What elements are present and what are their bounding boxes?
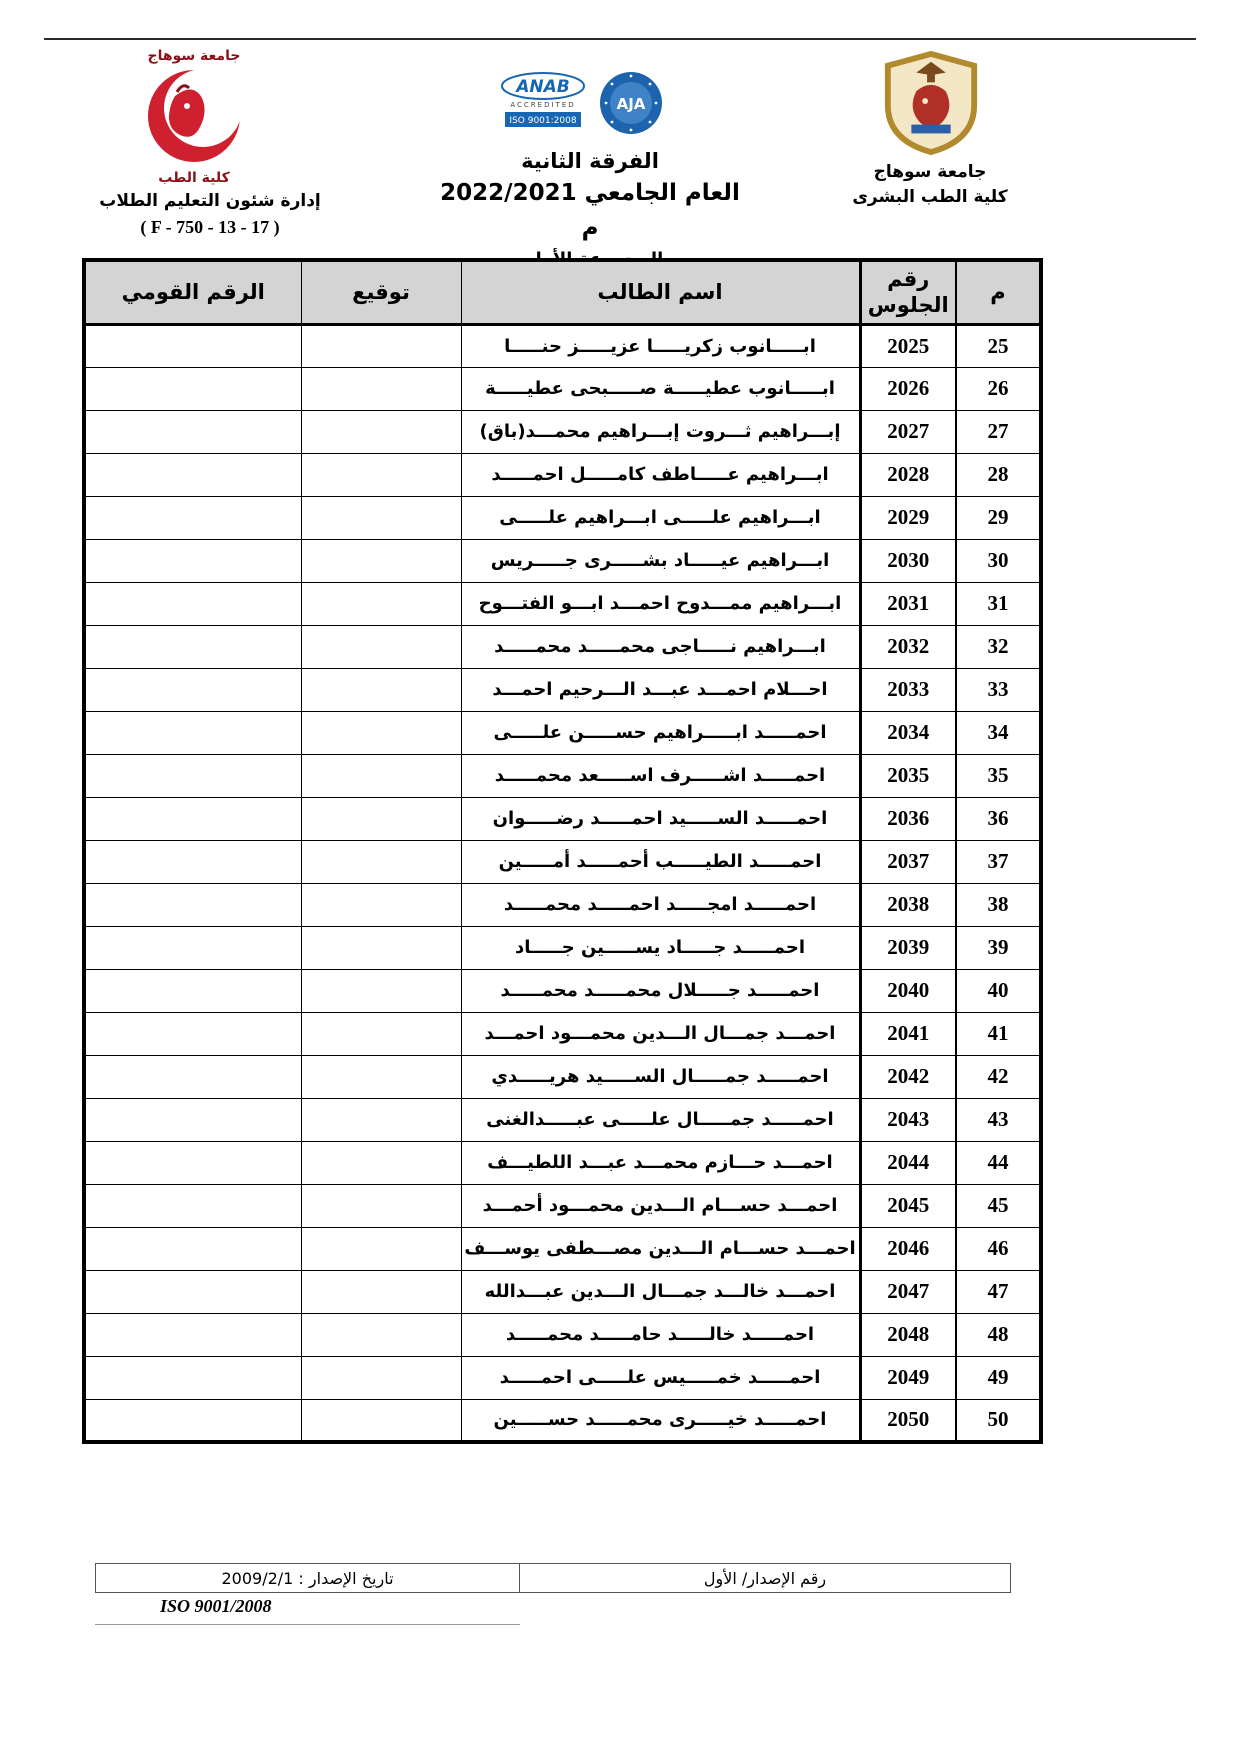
table-row <box>84 1399 1041 1442</box>
signature-cell <box>301 1313 461 1356</box>
serial-cell: 37 <box>956 840 1041 883</box>
aja-logo-icon <box>598 70 664 136</box>
student-name-cell: ابـــــانوب زكريـــــا عزيـــــز حنـــــا <box>461 324 860 367</box>
grade-title: الفرقة الثانية <box>521 149 659 173</box>
signature-cell <box>301 1012 461 1055</box>
serial-cell: 27 <box>956 410 1041 453</box>
table-row <box>84 1098 1041 1141</box>
signature-cell <box>301 1399 461 1442</box>
logo-top-text: جامعة سوهاج <box>147 48 241 64</box>
issue-number-text: رقم الإصدار/ الأول <box>703 1568 827 1588</box>
signature-cell <box>301 926 461 969</box>
anab-subtitle: ACCREDITED <box>510 101 576 109</box>
iso-label: ISO 9001/2008 <box>160 1596 272 1616</box>
university-name: جامعة سوهاج <box>873 162 987 182</box>
national-id-cell <box>84 1227 301 1270</box>
serial-cell: 33 <box>956 668 1041 711</box>
anab-iso-text: ISO 9001:2008 <box>509 116 577 126</box>
signature-cell <box>301 1141 461 1184</box>
signature-cell <box>301 969 461 1012</box>
student-name-cell: احمـــد حـــازم محمـــد عبـــد اللطيـــف <box>461 1141 860 1184</box>
serial-cell: 26 <box>956 367 1041 410</box>
serial-cell: 25 <box>956 324 1041 367</box>
student-name-cell: احمـــــد اشـــــرف اســـــعد محمـــــد <box>461 754 860 797</box>
student-name-cell: احمـــــد الســـــيد احمـــــد رضـــــوان <box>461 797 860 840</box>
table-row <box>84 324 1041 367</box>
signature-cell <box>301 1098 461 1141</box>
issue-date-text: تاريخ الإصدار : 2009/2/1 <box>221 1568 394 1588</box>
student-name-cell: ابـــراهيم عيـــــاد بشـــــرى جـــــريس <box>461 539 860 582</box>
table-row <box>84 1184 1041 1227</box>
seat-number-cell: 2042 <box>860 1055 956 1098</box>
seat-number-cell: 2034 <box>860 711 956 754</box>
national-id-cell <box>84 453 301 496</box>
seat-number-cell: 2048 <box>860 1313 956 1356</box>
student-name-cell: احمـــــد خالـــــد حامـــــد محمـــــد <box>461 1313 860 1356</box>
table-row <box>84 1141 1041 1184</box>
student-roster-table <box>82 258 1043 1444</box>
sohag-university-emblem-icon <box>872 50 990 156</box>
signature-cell <box>301 1270 461 1313</box>
seat-number-cell: 2030 <box>860 539 956 582</box>
national-id-cell <box>84 969 301 1012</box>
seat-number-cell: 2044 <box>860 1141 956 1184</box>
aja-title: AJA <box>616 95 646 113</box>
student-name-cell: احمـــد حســـام الـــدين محمـــود أحمـــد <box>461 1184 860 1227</box>
table-row <box>84 625 1041 668</box>
national-id-cell <box>84 1313 301 1356</box>
signature-cell <box>301 582 461 625</box>
seat-number-cell: 2038 <box>860 883 956 926</box>
header-seat-line1: رقم <box>887 267 930 292</box>
national-id-cell <box>84 840 301 883</box>
signature-cell <box>301 410 461 453</box>
seat-number-cell: 2027 <box>860 410 956 453</box>
national-id-cell <box>84 668 301 711</box>
signature-cell <box>301 453 461 496</box>
serial-cell: 41 <box>956 1012 1041 1055</box>
table-row <box>84 883 1041 926</box>
table-row <box>84 969 1041 1012</box>
student-name-cell: احمـــــد خيـــــرى محمـــــد حســـــين <box>461 1399 860 1442</box>
serial-cell: 38 <box>956 883 1041 926</box>
table-row <box>84 496 1041 539</box>
seat-number-cell: 2047 <box>860 1270 956 1313</box>
seat-number-cell: 2031 <box>860 582 956 625</box>
table-row <box>84 1270 1041 1313</box>
issue-number-box <box>519 1563 1011 1593</box>
national-id-cell <box>84 625 301 668</box>
signature-cell <box>301 496 461 539</box>
sohag-medicine-college-logo-icon <box>103 44 285 188</box>
signature-cell <box>301 668 461 711</box>
serial-cell: 30 <box>956 539 1041 582</box>
signature-cell <box>301 367 461 410</box>
seat-number-cell: 2035 <box>860 754 956 797</box>
national-id-cell <box>84 754 301 797</box>
serial-cell: 48 <box>956 1313 1041 1356</box>
form-code: ( F - 750 - 13 - 17 ) <box>140 217 280 237</box>
serial-cell: 29 <box>956 496 1041 539</box>
seat-number-cell: 2039 <box>860 926 956 969</box>
seat-number-cell: 2033 <box>860 668 956 711</box>
national-id-cell <box>84 1055 301 1098</box>
student-name-cell: احمـــد حســـام الـــدين مصـــطفى يوســـف <box>461 1227 860 1270</box>
national-id-cell <box>84 582 301 625</box>
header-student-name: اسم الطالب <box>461 260 860 324</box>
signature-cell <box>301 797 461 840</box>
table-row <box>84 797 1041 840</box>
national-id-cell <box>84 410 301 453</box>
seat-number-cell: 2029 <box>860 496 956 539</box>
table-row <box>84 1012 1041 1055</box>
signature-cell <box>301 625 461 668</box>
student-name-cell: احمـــد جمـــال الـــدين محمـــود احمـــد <box>461 1012 860 1055</box>
national-id-cell <box>84 926 301 969</box>
serial-cell: 39 <box>956 926 1041 969</box>
table-row <box>84 1055 1041 1098</box>
student-name-cell: احمـــــد جمـــــال الســـــيد هريـــــدي <box>461 1055 860 1098</box>
table-row <box>84 754 1041 797</box>
student-name-cell: احمـــــد الطيـــــب أحمـــــد أمـــــين <box>461 840 860 883</box>
table-row <box>84 1356 1041 1399</box>
national-id-cell <box>84 711 301 754</box>
student-name-cell: احمـــــد جـــــاد يســـــين جـــــاد <box>461 926 860 969</box>
signature-cell <box>301 1184 461 1227</box>
national-id-cell <box>84 797 301 840</box>
title-block <box>438 146 742 274</box>
table-row <box>84 1227 1041 1270</box>
national-id-cell <box>84 1141 301 1184</box>
department-block <box>88 188 332 240</box>
serial-cell: 43 <box>956 1098 1041 1141</box>
student-name-cell: احمـــد خالـــد جمـــال الـــدين عبـــدالله <box>461 1270 860 1313</box>
student-table-body <box>84 324 1041 1442</box>
student-name-cell: احمـــــد جـــــلال محمـــــد محمـــــد <box>461 969 860 1012</box>
national-id-cell <box>84 1098 301 1141</box>
student-name-cell: احمـــــد امجـــــد احمـــــد محمـــــد <box>461 883 860 926</box>
signature-cell <box>301 1055 461 1098</box>
seat-number-cell: 2032 <box>860 625 956 668</box>
header-serial: م <box>956 260 1041 324</box>
signature-cell <box>301 883 461 926</box>
anab-title: ANAB <box>516 77 570 97</box>
student-name-cell: احمـــــد ابـــــراهيم حســـــن علـــــى <box>461 711 860 754</box>
table-row <box>84 668 1041 711</box>
college-name: كلية الطب البشرى <box>852 187 1008 207</box>
top-rule <box>44 38 1196 40</box>
student-name-cell: احمـــــد جمـــــال علـــــى عبـــــدالغنى <box>461 1098 860 1141</box>
student-name-cell: ابـــراهيم عـــــاطف كامـــــل احمـــــد <box>461 453 860 496</box>
signature-cell <box>301 840 461 883</box>
seat-number-cell: 2045 <box>860 1184 956 1227</box>
serial-cell: 31 <box>956 582 1041 625</box>
student-name-cell: ابـــراهيم ممـــدوح احمـــد ابـــو الفتـــوح <box>461 582 860 625</box>
serial-cell: 35 <box>956 754 1041 797</box>
certification-logos <box>497 70 664 136</box>
logo-bottom-text: كلية الطب <box>158 170 230 186</box>
serial-cell: 34 <box>956 711 1041 754</box>
seat-number-cell: 2025 <box>860 324 956 367</box>
academic-year-title: العام الجامعي 2022/2021 م <box>440 180 740 241</box>
seat-number-cell: 2041 <box>860 1012 956 1055</box>
national-id-cell <box>84 539 301 582</box>
seat-number-cell: 2036 <box>860 797 956 840</box>
serial-cell: 44 <box>956 1141 1041 1184</box>
table-row <box>84 840 1041 883</box>
department-name: إدارة شئون التعليم الطلاب <box>99 191 321 211</box>
table-row <box>84 367 1041 410</box>
seat-number-cell: 2026 <box>860 367 956 410</box>
national-id-cell <box>84 1012 301 1055</box>
national-id-cell <box>84 324 301 367</box>
header-national-id: الرقم القومي <box>84 260 301 324</box>
footer-rule <box>95 1624 520 1625</box>
seat-number-cell: 2040 <box>860 969 956 1012</box>
seat-number-cell: 2037 <box>860 840 956 883</box>
national-id-cell <box>84 1270 301 1313</box>
national-id-cell <box>84 496 301 539</box>
serial-cell: 42 <box>956 1055 1041 1098</box>
seat-number-cell: 2049 <box>860 1356 956 1399</box>
student-name-cell: إبـــراهيم ثـــروت إبـــراهيم محمـــد(باق) <box>461 410 860 453</box>
national-id-cell <box>84 883 301 926</box>
student-name-cell: احـــلام احمـــد عبـــد الـــرحيم احمـــد <box>461 668 860 711</box>
signature-cell <box>301 324 461 367</box>
anab-logo-icon <box>497 70 589 136</box>
serial-cell: 32 <box>956 625 1041 668</box>
seat-number-cell: 2046 <box>860 1227 956 1270</box>
signature-cell <box>301 1227 461 1270</box>
signature-cell <box>301 539 461 582</box>
header-seat-number <box>860 260 956 324</box>
serial-cell: 46 <box>956 1227 1041 1270</box>
serial-cell: 50 <box>956 1399 1041 1442</box>
seat-number-cell: 2043 <box>860 1098 956 1141</box>
serial-cell: 45 <box>956 1184 1041 1227</box>
national-id-cell <box>84 1184 301 1227</box>
signature-cell <box>301 711 461 754</box>
table-row <box>84 926 1041 969</box>
table-row <box>84 453 1041 496</box>
serial-cell: 49 <box>956 1356 1041 1399</box>
header-seat-line2: الجلوس <box>867 293 949 318</box>
signature-cell <box>301 1356 461 1399</box>
table-row <box>84 711 1041 754</box>
signature-cell <box>301 754 461 797</box>
national-id-cell <box>84 1399 301 1442</box>
serial-cell: 36 <box>956 797 1041 840</box>
student-name-cell: ابـــراهيم نـــــاجى محمـــــد محمـــــد <box>461 625 860 668</box>
student-name-cell: احمـــــد خمـــــيس علـــــى احمـــــد <box>461 1356 860 1399</box>
national-id-cell <box>84 367 301 410</box>
student-name-cell: ابـــــانوب عطيـــــة صـــــبحى عطيـــــة <box>461 367 860 410</box>
seat-number-cell: 2050 <box>860 1399 956 1442</box>
seat-number-cell: 2028 <box>860 453 956 496</box>
issue-date-box <box>95 1563 520 1593</box>
table-row <box>84 539 1041 582</box>
table-row <box>84 582 1041 625</box>
header-signature: توقيع <box>301 260 461 324</box>
table-header-row <box>84 260 1041 324</box>
university-block <box>845 160 1015 210</box>
student-name-cell: ابـــراهيم علـــــى ابـــراهيم علـــــى <box>461 496 860 539</box>
serial-cell: 40 <box>956 969 1041 1012</box>
serial-cell: 47 <box>956 1270 1041 1313</box>
national-id-cell <box>84 1356 301 1399</box>
table-row <box>84 1313 1041 1356</box>
serial-cell: 28 <box>956 453 1041 496</box>
table-row <box>84 410 1041 453</box>
